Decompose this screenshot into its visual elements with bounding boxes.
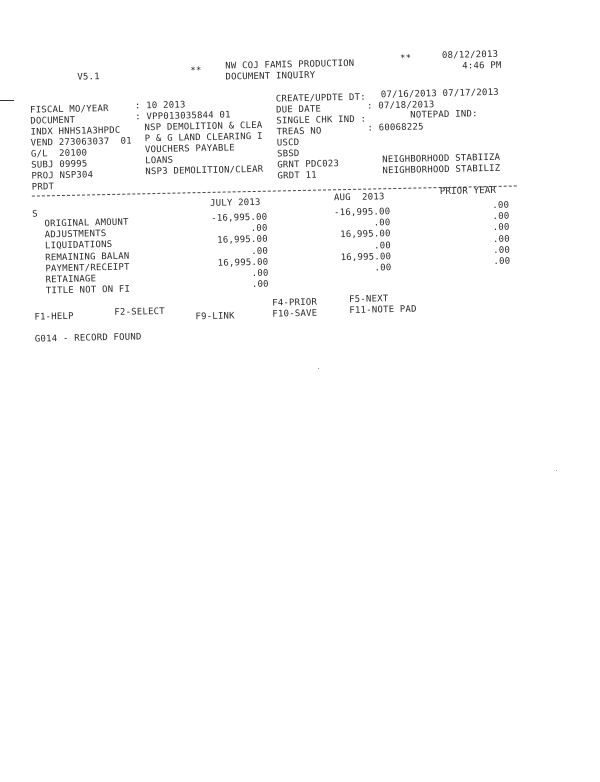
notepad-label: NOTEPAD IND:	[410, 109, 478, 121]
row-label: REMAINING BALAN	[45, 251, 130, 263]
prior-year-amount: .00	[493, 245, 511, 256]
uscd-label: USCD	[276, 138, 300, 149]
vendor-name: P & G LAND CLEARING I	[144, 131, 263, 145]
prior-year-amount: .00	[492, 234, 510, 245]
row-label: RETAINAGE	[45, 274, 97, 286]
aug-amount: 16,995.00	[340, 229, 391, 241]
july-amount: 16,995.00	[217, 235, 268, 247]
scan-speck	[556, 470, 557, 471]
aug-amount: .00	[373, 218, 391, 229]
project-description: NSP3 DEMOLITION/CLEAR	[145, 164, 264, 178]
gl-description: VOUCHERS PAYABLE	[144, 143, 235, 156]
single-check-label: SINGLE CHK IND :	[276, 114, 367, 127]
row-label: TITLE NOT ON FI	[45, 284, 131, 297]
subject-description: LOANS	[145, 155, 174, 167]
gl-code: G/L 20100	[30, 148, 88, 160]
subject-code: SUBJ 09995	[31, 159, 88, 171]
july-amount: .00	[251, 279, 269, 291]
prior-year-amount: .00	[492, 223, 510, 234]
scan-speck	[318, 368, 319, 369]
f11-notepad-key[interactable]: F11-NOTE PAD	[349, 304, 417, 316]
document-value: : VPP013035844 01	[135, 110, 231, 123]
july-amount: .00	[251, 246, 269, 257]
aug-amount: .00	[374, 240, 392, 252]
aug-amount: 16,995.00	[340, 251, 392, 263]
aug-amount: -16,995.00	[333, 207, 391, 219]
s-label: S	[32, 209, 38, 220]
row-label: ORIGINAL AMOUNT	[44, 217, 129, 230]
index-code: INDX HNHS1A3HPDC	[30, 125, 121, 138]
row-label: LIQUIDATIONS	[44, 240, 113, 252]
version-label: V5.1	[77, 72, 100, 83]
column-header-july: JULY 2013	[209, 197, 261, 209]
report-date: 08/12/2013	[441, 49, 499, 61]
july-amount: .00	[250, 223, 268, 235]
header-stars-right: **	[399, 53, 412, 64]
vendor-code: VEND 273063037 01	[30, 136, 132, 149]
column-header-prior-year: PRIOR YEAR	[439, 185, 497, 198]
f5-next-key[interactable]: F5-NEXT	[349, 294, 389, 305]
fiscal-value: : 10 2013	[134, 100, 186, 112]
f10-save-key[interactable]: F10-SAVE	[272, 308, 318, 320]
document-label: DOCUMENT	[30, 115, 76, 127]
treasury-label: TREAS NO	[276, 126, 322, 138]
aug-amount: .00	[374, 263, 392, 274]
treasury-value: : 60068225	[367, 122, 424, 134]
due-date-label: DUE DATE	[276, 104, 322, 116]
july-amount: -16,995.00	[211, 212, 268, 224]
project-code: PROJ NSP304	[31, 170, 94, 182]
sbsd-label: SBSD	[276, 149, 300, 160]
prior-year-amount: .00	[493, 256, 511, 267]
row-label: ADJUSTMENTS	[44, 229, 107, 241]
report-time: 4:46 PM	[462, 60, 502, 72]
create-update-label: CREATE/UPDTE DT:	[275, 92, 366, 105]
grant-detail-code: GRDT 11	[277, 170, 317, 182]
f2-select-key[interactable]: F2-SELECT	[114, 306, 165, 318]
f1-help-key[interactable]: F1-HELP	[34, 311, 74, 323]
prdt-label: PRDT	[31, 182, 55, 193]
index-description: NSP DEMOLITION & CLEA	[144, 120, 263, 134]
july-amount: .00	[251, 268, 269, 280]
screen-title: DOCUMENT INQUIRY	[225, 70, 316, 83]
f4-prior-key[interactable]: F4-PRIOR	[272, 297, 318, 309]
create-update-value: 07/16/2013 07/17/2013	[380, 87, 499, 101]
header-stars-left: **	[190, 66, 202, 77]
prior-year-amount: .00	[492, 211, 510, 223]
grant-detail-description: NEIGHBORHOOD STABILIZ	[382, 163, 501, 177]
fiscal-label: FISCAL MO/YEAR	[29, 103, 109, 116]
status-message: G014 - RECORD FOUND	[34, 332, 142, 345]
july-amount: 16,995.00	[217, 257, 269, 269]
f9-link-key[interactable]: F9-LINK	[195, 311, 235, 323]
due-date-value: : 07/18/2013	[366, 100, 435, 112]
system-title: NW COJ FAMIS PRODUCTION	[225, 58, 355, 72]
grant-description: NEIGHBORHOOD STABIIZA	[382, 152, 501, 166]
column-header-aug: AUG 2013	[333, 192, 385, 204]
row-label: PAYMENT/RECEIPT	[45, 262, 130, 275]
prior-year-amount: .00	[492, 200, 510, 211]
grant-code: GRNT PDC023	[277, 159, 340, 171]
